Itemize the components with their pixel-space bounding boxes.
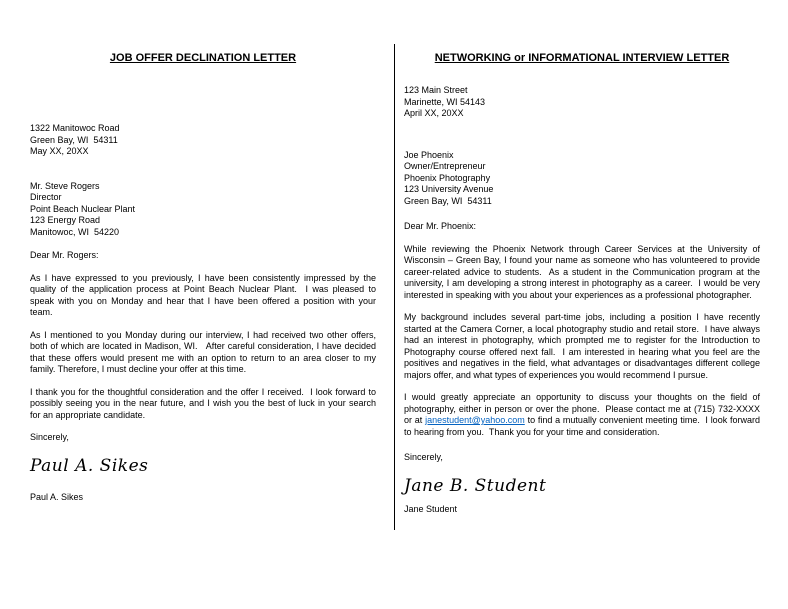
closing: Sincerely,	[404, 452, 443, 462]
networking-interview-letter	[404, 52, 763, 515]
letter-paragraph: I thank you for the thoughtful consideration and the offer I received. I look forward to possibly seeing you in the near future, and I wish you the best of luck in your search for an appropriate candidate.	[30, 386, 379, 420]
typed-name: Paul A. Sikes	[30, 491, 84, 502]
recipient-line: Green Bay, WI 54311	[404, 195, 492, 206]
recipient-address	[404, 150, 760, 208]
recipient-line: Point Beach Nuclear Plant	[30, 203, 136, 214]
salutation: Dear Mr. Phoenix:	[404, 221, 477, 231]
recipient-line: Director	[30, 192, 62, 202]
letter-paragraph: My background includes several part-time jobs, including a position I have recently started at the Camera Corner, a local photography studio and retail store. I have always had an interest in photography, which prompted me to register for the Introduction to Photography course offered next fall. I am interested in hearing what you feel are the positives and negatives in the field, what advantages or disadvantages different college majors offer, and what types of experiences you would recommend I pursue.	[404, 312, 763, 380]
letter-paragraph: As I have expressed to you previously, I have been consistently impressed by the quality of the application process at Point Beach Nuclear Plant. I was pleased to speak with you on Monday and hear that I have been offered a position with your team.	[30, 272, 379, 317]
recipient-line: Phoenix Photography	[404, 172, 491, 183]
salutation: Dear Mr. Rogers:	[30, 250, 99, 260]
signature: Jane B. Student	[404, 475, 547, 496]
column-divider	[394, 44, 395, 530]
address-line: Marinette, WI 54143	[404, 96, 486, 107]
letter-paragraph: As I mentioned to you Monday during our interview, I had received two other offers, both of which are located in Madison, WI. After careful consideration, I have decided that these offers would present me with an option to return to an area closer to my family. Therefore, I must decline your offer at this time.	[30, 329, 379, 374]
recipient-line: Owner/Entrepreneur	[404, 161, 486, 171]
email-link[interactable]: janestudent@yahoo.com	[425, 415, 525, 425]
address-line: 1322 Manitowoc Road	[30, 123, 120, 133]
letter-title: JOB OFFER DECLINATION LETTER	[109, 52, 297, 64]
job-offer-declination-letter	[30, 52, 379, 503]
address-line: 123 Main Street	[404, 85, 468, 95]
recipient-line: 123 Energy Road	[30, 215, 101, 225]
date-line: May XX, 20XX	[30, 146, 89, 156]
letter-title: NETWORKING or INFORMATIONAL INTERVIEW LETTER	[434, 52, 730, 64]
closing: Sincerely,	[30, 432, 69, 442]
signature: Paul A. Sikes	[30, 455, 149, 476]
address-line: Green Bay, WI 54311	[30, 134, 118, 145]
paragraph-text: I would greatly appreciate an opportunity to discuss your thoughts on the field of photography, either in person or over the phone. Please contact me at (715) 732-XXXX or at	[404, 392, 763, 425]
sender-address	[404, 85, 760, 120]
recipient-line: 123 University Avenue	[404, 184, 494, 194]
recipient-address	[30, 181, 376, 239]
letter-paragraph-with-link	[404, 392, 763, 438]
date-line: April XX, 20XX	[404, 108, 464, 118]
recipient-line: Manitowoc, WI 54220	[30, 226, 120, 237]
paragraph-text: to find a mutually convenient meeting time. I look forward to hearing from you. Thank you for your time and consideration.	[404, 415, 763, 437]
recipient-line: Joe Phoenix	[404, 149, 454, 160]
sender-address	[30, 123, 376, 158]
letter-paragraph: While reviewing the Phoenix Network through Career Services at the University of Wisconsin – Green Bay, I found your name as someone who has volunteered to provide career-related advice to students. As a student in the Communication program at the university, I am developing a strong interest in photography as a career. I would be very interested in speaking with you about your experiences as a professional photographer.	[404, 243, 763, 300]
typed-name: Jane Student	[404, 503, 458, 514]
recipient-line: Mr. Steve Rogers	[30, 180, 100, 191]
